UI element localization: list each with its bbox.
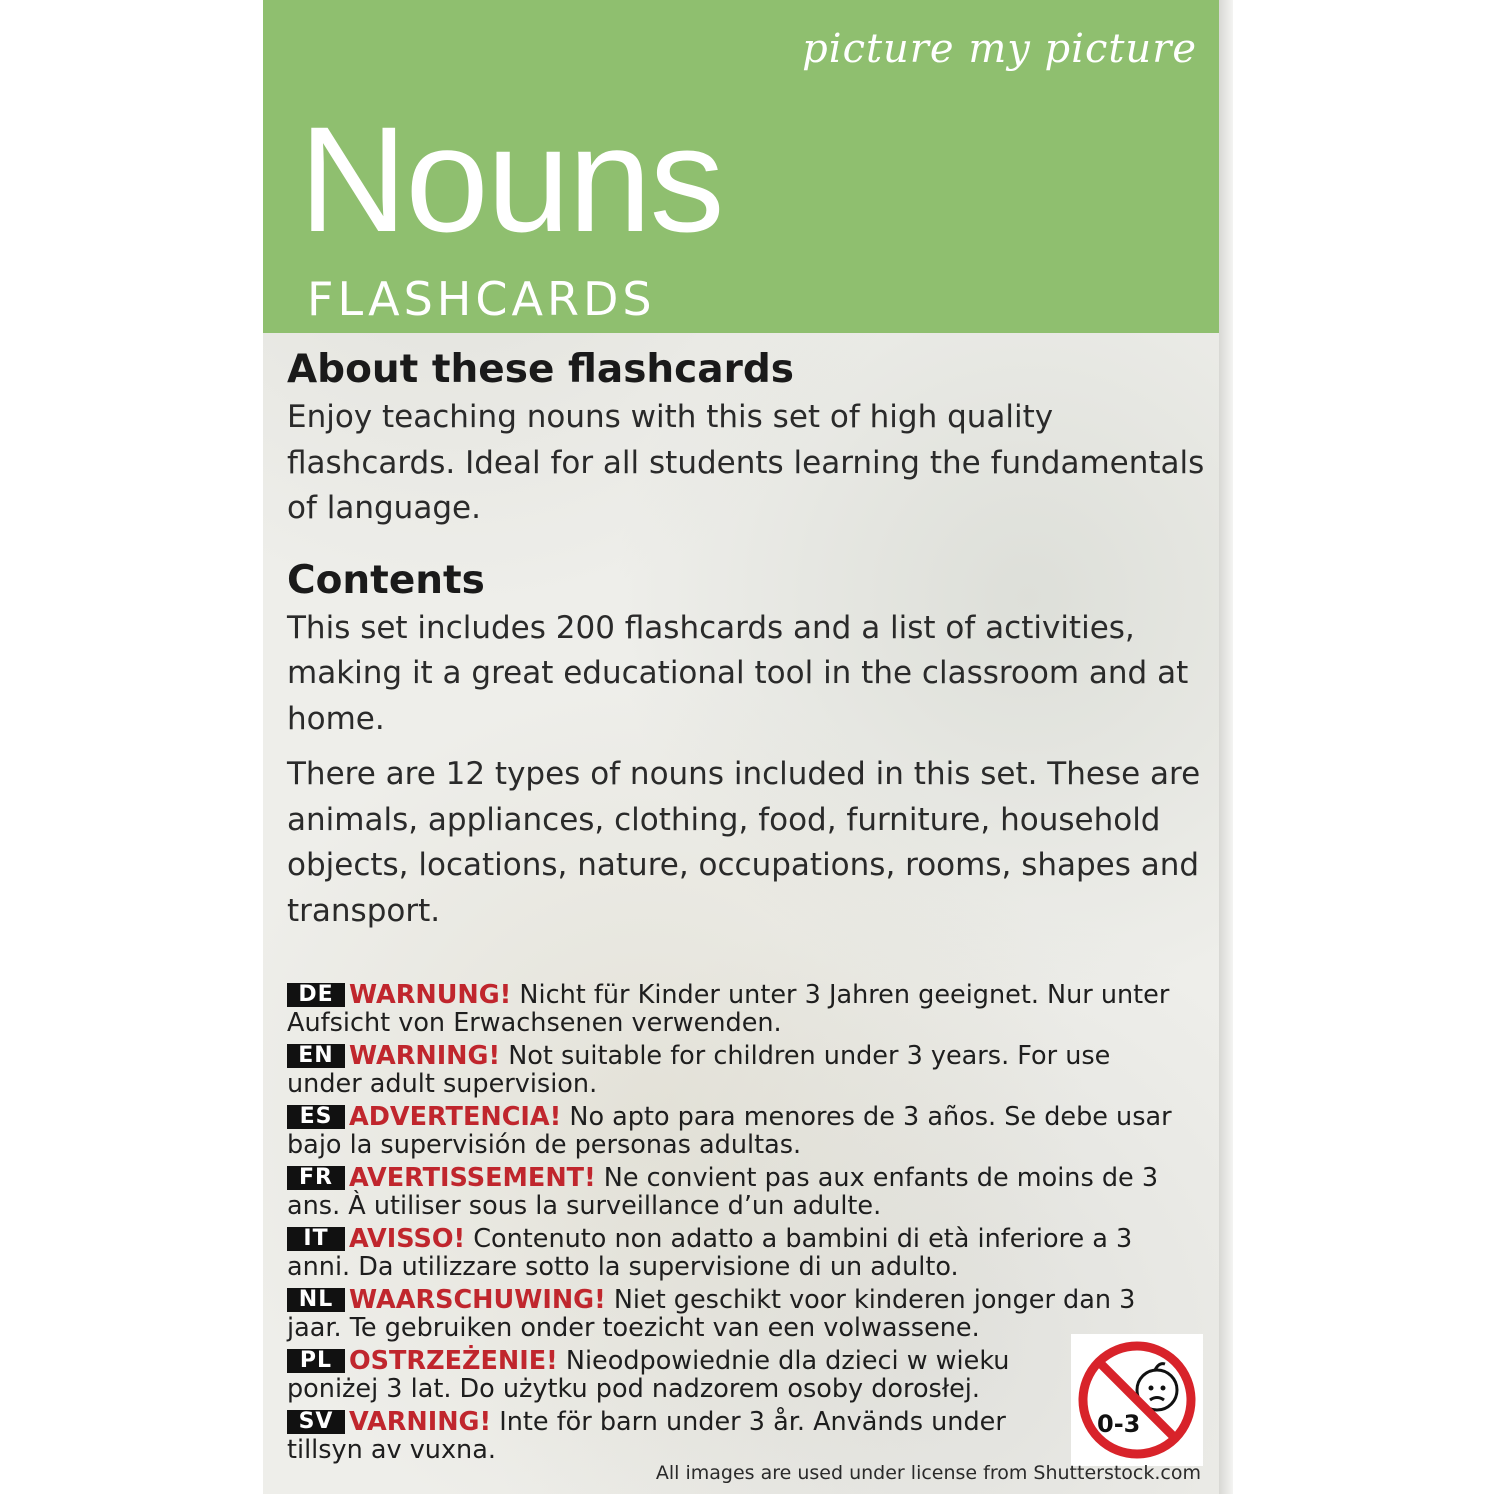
- safety-warnings: [287, 982, 1187, 1470]
- warning-nl: [287, 1287, 1187, 1342]
- page-title: Nouns: [299, 95, 723, 263]
- warning-text: Nieodpowiednie dla dzieci w wieku poniżej 3 lat. Do użytku pod nadzorem osoby dorosłej.: [287, 1346, 1010, 1404]
- warning-de: [287, 982, 1187, 1037]
- language-code: EN: [287, 1044, 345, 1068]
- language-code: IT: [287, 1227, 345, 1251]
- about-heading: About these flashcards: [287, 347, 794, 392]
- flashcard-box-back: [263, 0, 1219, 1494]
- warning-label: VARNING!: [349, 1407, 492, 1437]
- warning-sv: [287, 1409, 1057, 1464]
- language-code: PL: [287, 1349, 345, 1373]
- warning-label: AVISSO!: [349, 1224, 466, 1254]
- language-code: ES: [287, 1105, 345, 1129]
- warning-label: WAARSCHUWING!: [349, 1285, 606, 1315]
- warning-it: [287, 1226, 1187, 1281]
- contents-section: [287, 556, 1207, 935]
- warning-text: Ne convient pas aux enfants de moins de 3 ans. À utiliser sous la surveillance d’un adulte.: [287, 1163, 1159, 1221]
- about-text: Enjoy teaching nouns with this set of high quality flashcards. Ideal for all students learning the fundamentals of language.: [287, 399, 1205, 526]
- brand-name: picture my picture: [802, 26, 1197, 72]
- warning-es: [287, 1104, 1187, 1159]
- about-section: [287, 345, 1207, 532]
- warning-label: AVERTISSEMENT!: [349, 1163, 596, 1193]
- contents-text-1: This set includes 200 flashcards and a list of activities, making it a great educational tool in the classroom and at home.: [287, 609, 1189, 737]
- page-subtitle: FLASHCARDS: [307, 272, 656, 326]
- contents-heading: Contents: [287, 557, 485, 603]
- warning-text: Nicht für Kinder unter 3 Jahren geeignet. Nur unter Aufsicht von Erwachsenen verwenden.: [287, 980, 1170, 1038]
- warning-text: Contenuto non adatto a bambini di età inferiore a 3 anni. Da utilizzare sotto la supervisione di un adulto.: [287, 1224, 1133, 1282]
- warning-en: [287, 1043, 1187, 1098]
- age-label: 0-3: [1097, 1410, 1141, 1438]
- contents-text-2: There are 12 types of nouns included in this set. These are animals, appliances, clothing, food, furniture, household objects, locations, nature, occupations, rooms, shapes and transport.: [287, 756, 1201, 929]
- language-code: SV: [287, 1410, 345, 1434]
- warning-text: No apto para menores de 3 años. Se debe usar bajo la supervisión de personas adultas.: [287, 1102, 1172, 1160]
- description: [287, 345, 1207, 934]
- language-code: DE: [287, 983, 345, 1007]
- warning-label: WARNING!: [349, 1041, 501, 1071]
- warning-label: ADVERTENCIA!: [349, 1102, 562, 1132]
- no-under-3-icon: [1071, 1334, 1203, 1466]
- warning-text: Niet geschikt voor kinderen jonger dan 3 jaar. Te gebruiken onder toezicht van een volwassene.: [287, 1285, 1136, 1343]
- warning-label: WARNUNG!: [349, 980, 512, 1010]
- warning-pl: [287, 1348, 1057, 1403]
- warning-label: OSTRZEŻENIE!: [349, 1346, 558, 1376]
- header-banner: [263, 0, 1219, 333]
- image-credit: All images are used under license from Shutterstock.com: [655, 1462, 1201, 1484]
- warning-fr: [287, 1165, 1187, 1220]
- warning-text: Not suitable for children under 3 years. For use under adult supervision.: [287, 1041, 1111, 1099]
- card-edge: [1219, 0, 1233, 1494]
- warning-text: Inte för barn under 3 år. Används under tillsyn av vuxna.: [287, 1407, 1006, 1465]
- language-code: FR: [287, 1166, 345, 1190]
- language-code: NL: [287, 1288, 345, 1312]
